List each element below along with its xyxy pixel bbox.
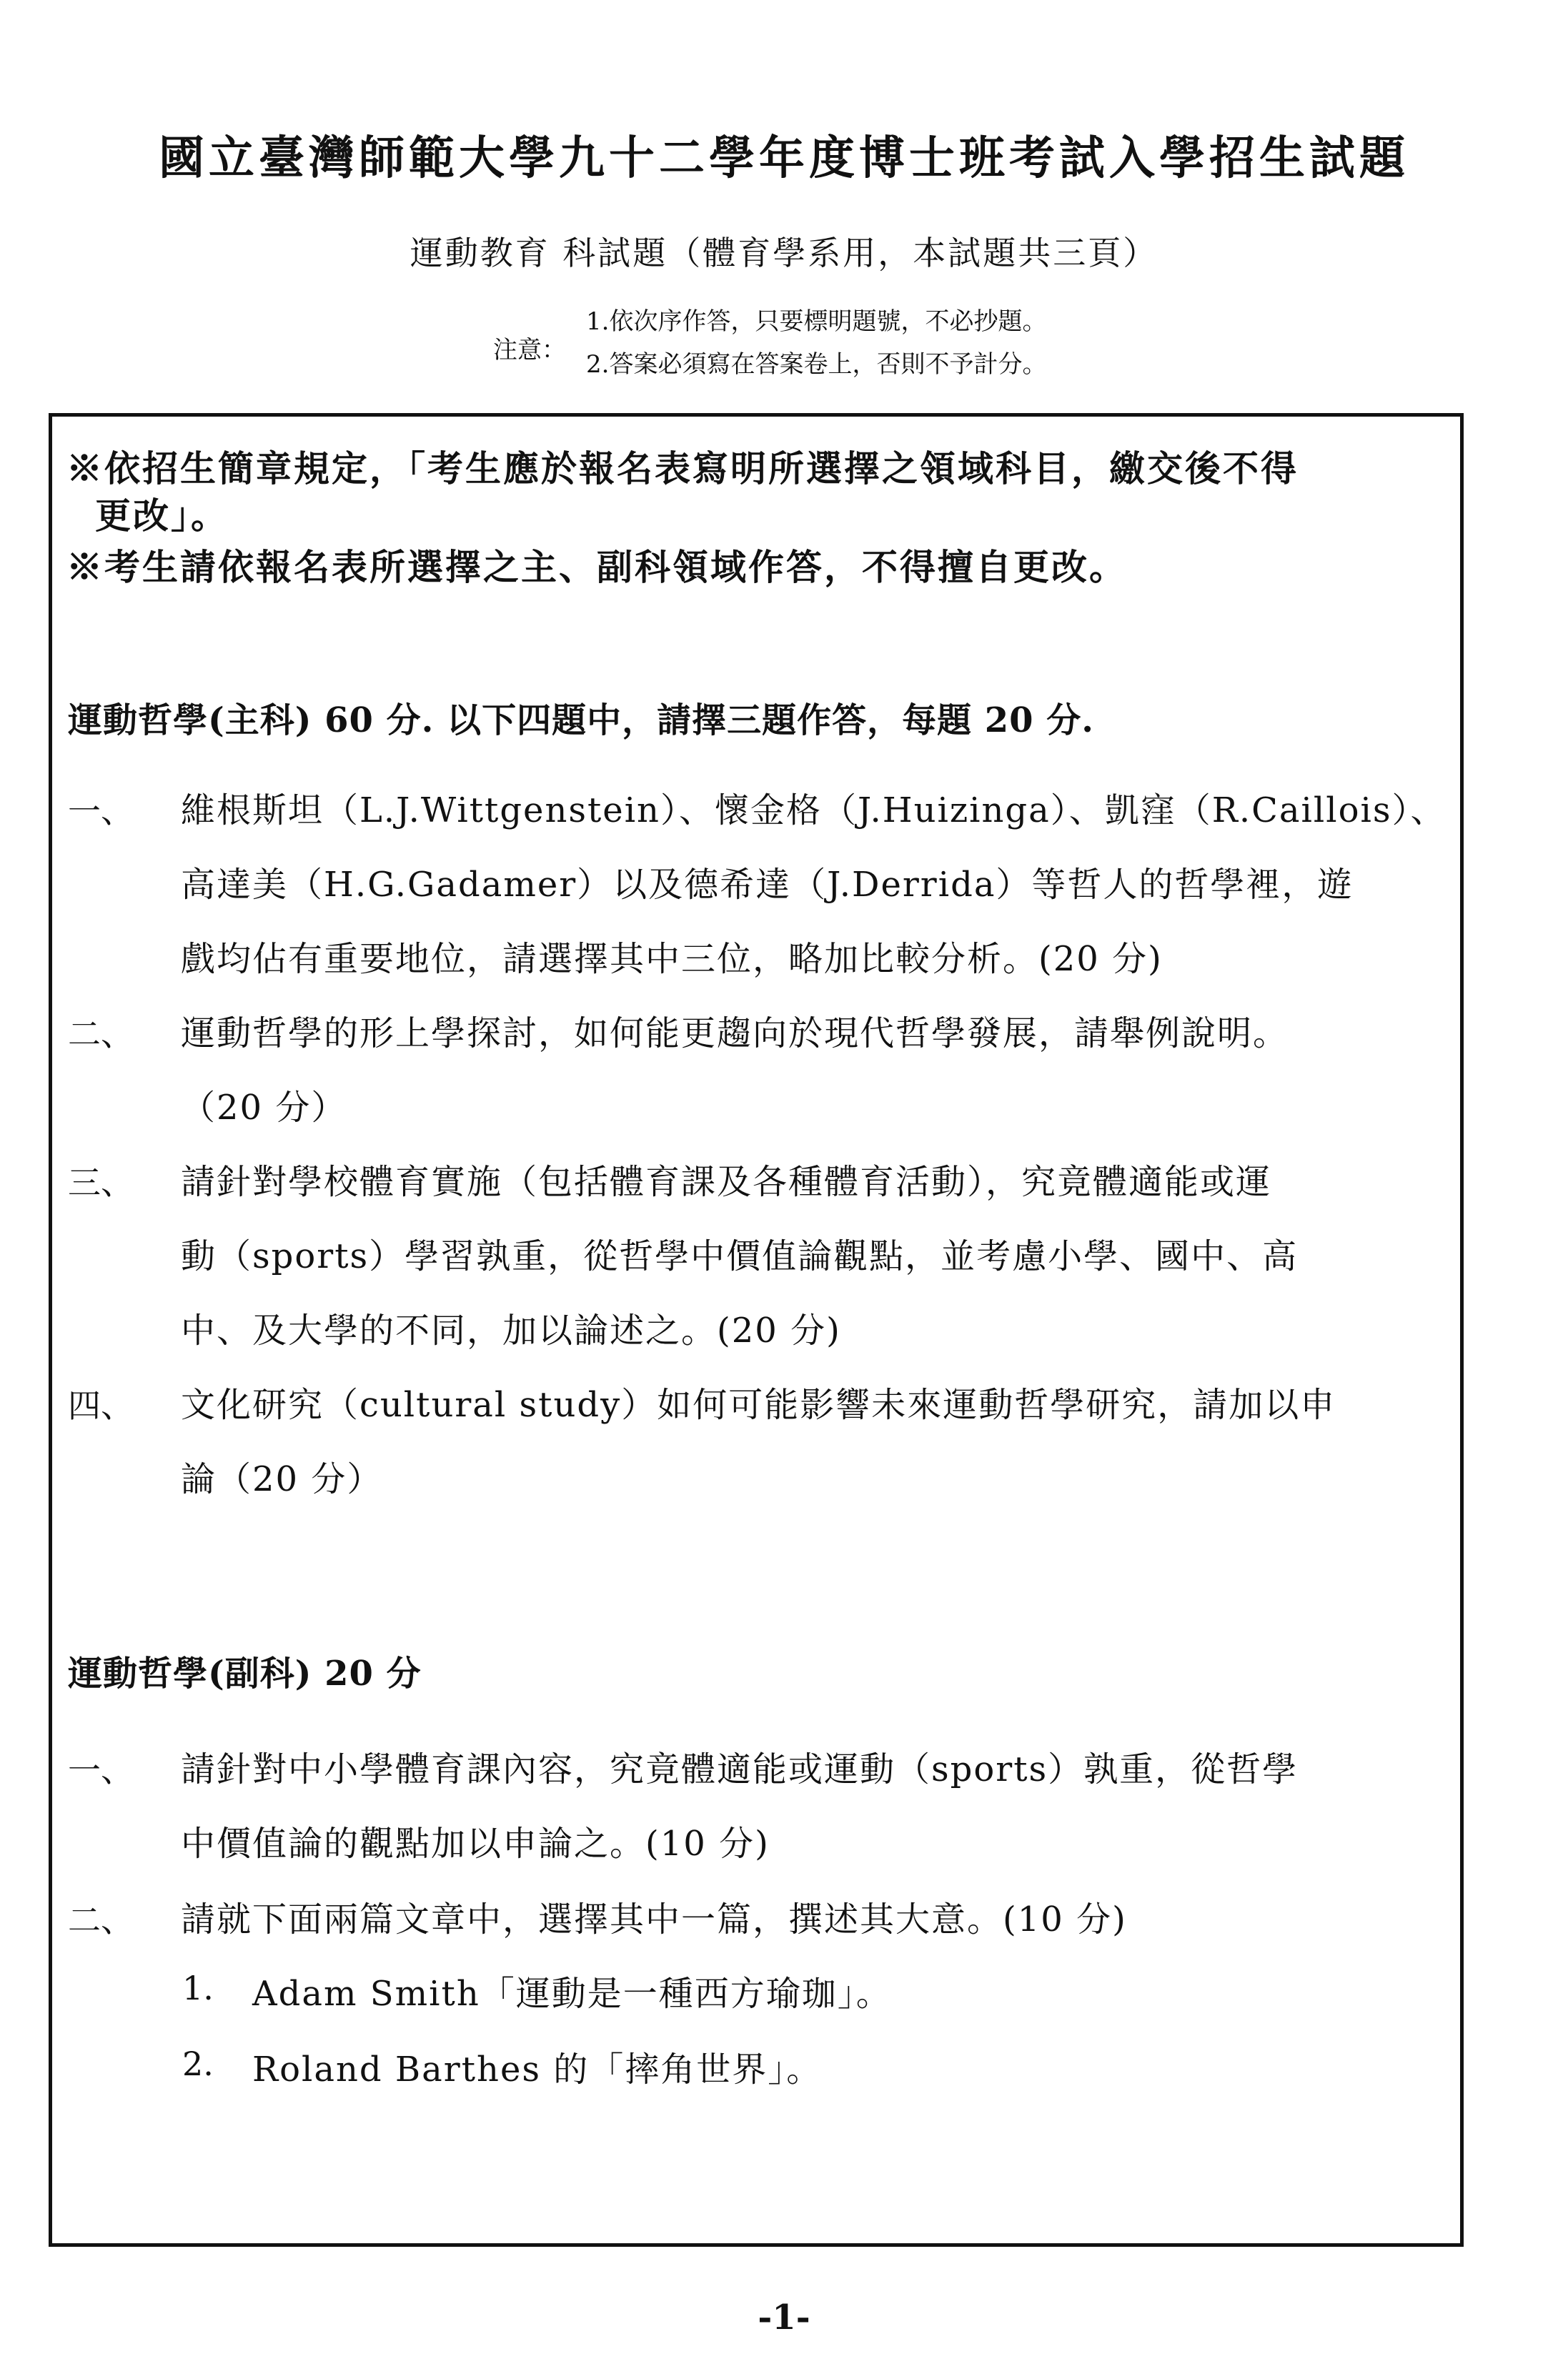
notes-label: 注意： [493,336,566,364]
question-line: 戲均佔有重要地位，請選擇其中三位，略加比較分析。(20 分) [181,939,1163,979]
rule-line: ※考生請依報名表所選擇之主、副科領域作答，不得擅自更改。 [66,546,1127,588]
question-number: 二、 [68,1901,134,1940]
article-line: Roland Barthes 的「摔角世界」。 [252,2050,823,2090]
question-number: 三、 [68,1163,134,1202]
minor-section-heading: 運動哲學(副科) 20 分 [68,1654,422,1694]
question-number: 一、 [68,1751,134,1789]
question-line: 運動哲學的形上學探討，如何能更趨向於現代哲學發展，請舉例說明。 [181,1013,1289,1053]
question-line: 論（20 分） [181,1459,383,1499]
question-number: 四、 [68,1386,134,1425]
article-number: 2. [182,2045,214,2083]
question-line: 維根斯坦（L.J.Wittgenstein）、懷金格（J.Huizinga）、凱窪（R.Caillois）、 [181,790,1447,830]
main-section-heading: 運動哲學(主科) 60 分. 以下四題中，請擇三題作答，每題 20 分. [68,700,1094,740]
question-number: 一、 [68,792,134,830]
question-line: 中、及大學的不同，加以論述之。(20 分) [181,1311,841,1351]
note-item: 1.依次序作答，只要標明題號，不必抄題。 [586,307,1047,336]
question-line: （20 分） [181,1088,347,1128]
question-frame [49,413,1464,2247]
question-line: 請就下面兩篇文章中，選擇其中一篇，撰述其大意。(10 分) [181,1899,1127,1940]
question-line: 請針對學校體育實施（包括體育課及各種體育活動），究竟體適能或運 [181,1162,1272,1202]
question-number: 二、 [68,1015,134,1053]
notes-list [586,300,1046,386]
question-line: 高達美（H.G.Gadamer）以及德希達（J.Derrida）等哲人的哲學裡，遊 [181,865,1354,905]
question-line: 中價值論的觀點加以申論之。(10 分) [181,1824,770,1864]
question-line: 文化研究（cultural study）如何可能影響未來運動哲學研究，請加以申 [181,1385,1336,1425]
exam-title: 國立臺灣師範大學九十二學年度博士班考試入學招生試題 [159,131,1409,185]
note-item: 2.答案必須寫在答案卷上，否則不予計分。 [586,350,1047,379]
article-line: Adam Smith「運動是一種西方瑜珈」。 [252,1974,892,2014]
rule-line: ※依招生簡章規定，「考生應於報名表寫明所選擇之領域科目，繳交後不得 [66,447,1299,490]
article-number: 1. [182,1969,214,2007]
question-line: 請針對中小學體育課內容，究竟體適能或運動（sports）孰重，從哲學 [181,1749,1299,1789]
page-number: -1- [758,2298,810,2338]
exam-subtitle: 運動教育 科試題（體育學系用，本試題共三頁） [410,234,1158,272]
rule-line: 更改」。 [95,495,229,537]
question-line: 動（sports）學習孰重，從哲學中價值論觀點，並考慮小學、國中、高 [181,1236,1299,1276]
